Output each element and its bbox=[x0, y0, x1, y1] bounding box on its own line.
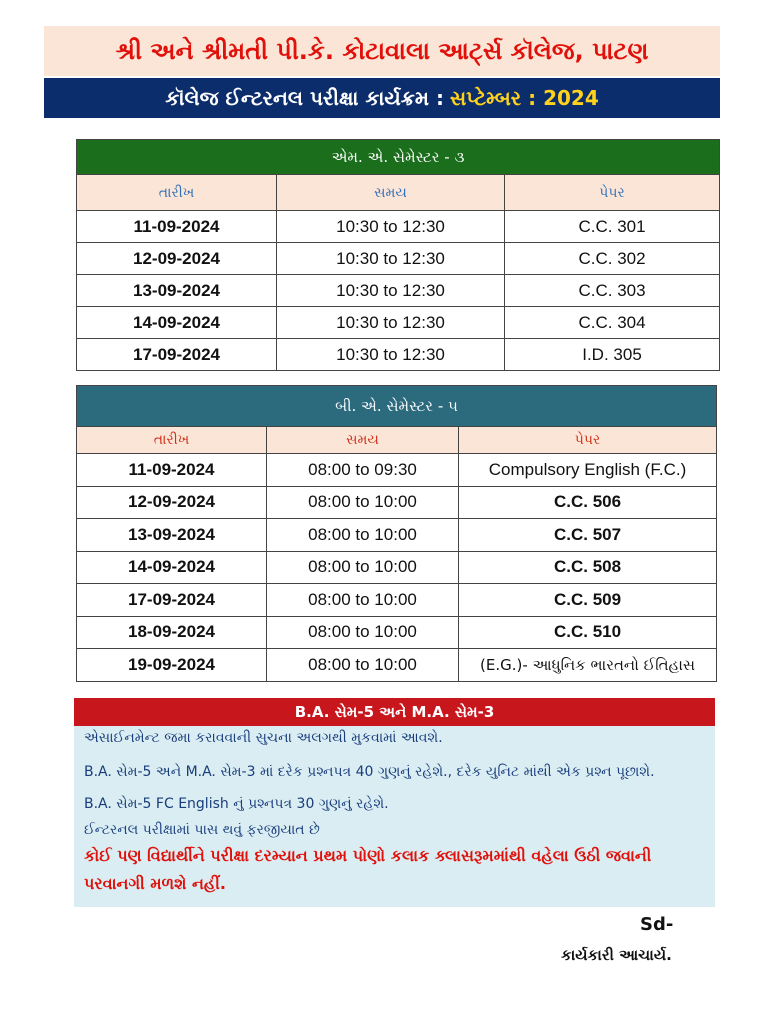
table-row bbox=[77, 211, 720, 243]
paper-cell: (E.G.)- આધુનિક ભારતનો ઈતિહાસ bbox=[459, 649, 717, 682]
notice-warning-line1: કોઈ પણ વિદ્યાર્થીને પરીક્ષા દરમ્યાન પ્રથમ પોણો કલાક ક્લાસરૂમમાંથી વહેલા ઉઠી જવાની bbox=[84, 846, 652, 865]
time-cell: 08:00 to 09:30 bbox=[267, 454, 459, 487]
notice-warning-line2: પરવાનગી મળશે નહીં. bbox=[84, 874, 226, 893]
date-cell: 14-09-2024 bbox=[77, 307, 277, 339]
date-cell: 13-09-2024 bbox=[77, 275, 277, 307]
time-cell: 08:00 to 10:00 bbox=[267, 486, 459, 519]
date-cell: 12-09-2024 bbox=[77, 486, 267, 519]
ba-col-paper: પેપર bbox=[459, 427, 717, 454]
table-row bbox=[77, 243, 720, 275]
date-cell: 12-09-2024 bbox=[77, 243, 277, 275]
signature-sd: Sd- bbox=[640, 914, 674, 935]
time-cell: 08:00 to 10:00 bbox=[267, 519, 459, 552]
table-row bbox=[77, 454, 717, 487]
table-row bbox=[77, 307, 720, 339]
subtitle-month: સપ્ટેમ્બર : 2024 bbox=[449, 86, 599, 110]
table-row bbox=[77, 616, 717, 649]
date-cell: 18-09-2024 bbox=[77, 616, 267, 649]
paper-cell: C.C. 510 bbox=[459, 616, 717, 649]
paper-cell: C.C. 509 bbox=[459, 584, 717, 617]
notice-heading: B.A. સેમ-5 અને M.A. સેમ-3 bbox=[74, 698, 715, 726]
ma-col-date: તારીખ bbox=[77, 175, 277, 211]
notice-line-assignment: એસાઈનમેન્ટ જમા કરાવવાની સુચના અલગથી મુકવામાં આવશે. bbox=[84, 730, 443, 746]
signature-role: કાર્યકારી આચાર્ય. bbox=[561, 946, 672, 964]
table-row bbox=[77, 551, 717, 584]
time-cell: 10:30 to 12:30 bbox=[277, 275, 505, 307]
time-cell: 08:00 to 10:00 bbox=[267, 551, 459, 584]
paper-cell: I.D. 305 bbox=[505, 339, 720, 371]
ba-semester-5-table bbox=[76, 385, 717, 682]
date-cell: 13-09-2024 bbox=[77, 519, 267, 552]
time-cell: 10:30 to 12:30 bbox=[277, 307, 505, 339]
ma-table-caption: એમ. એ. સેમેસ્ટર - ૩ bbox=[77, 140, 720, 175]
paper-cell: C.C. 303 bbox=[505, 275, 720, 307]
ba-table-caption: બી. એ. સેમેસ્ટર - ૫ bbox=[77, 386, 717, 427]
table-row bbox=[77, 584, 717, 617]
date-cell: 11-09-2024 bbox=[77, 454, 267, 487]
ma-col-time: સમય bbox=[277, 175, 505, 211]
date-cell: 19-09-2024 bbox=[77, 649, 267, 682]
notice-line-pass-mandatory: ઈન્ટરનલ પરીક્ષામાં પાસ થવું ફરજીયાત છે bbox=[84, 822, 320, 838]
time-cell: 08:00 to 10:00 bbox=[267, 584, 459, 617]
paper-cell: C.C. 507 bbox=[459, 519, 717, 552]
college-title: શ્રી અને શ્રીમતી પી.કે. કોટાવાલા આર્ટ્સ કૉલેજ, પાટણ bbox=[44, 26, 720, 76]
paper-cell: Compulsory English (F.C.) bbox=[459, 454, 717, 487]
time-cell: 08:00 to 10:00 bbox=[267, 616, 459, 649]
exam-schedule-subtitle bbox=[44, 78, 720, 118]
notice-box bbox=[74, 698, 715, 907]
ba-col-date: તારીખ bbox=[77, 427, 267, 454]
paper-cell: C.C. 301 bbox=[505, 211, 720, 243]
time-cell: 10:30 to 12:30 bbox=[277, 243, 505, 275]
ma-semester-3-table bbox=[76, 139, 720, 371]
date-cell: 17-09-2024 bbox=[77, 339, 277, 371]
date-cell: 14-09-2024 bbox=[77, 551, 267, 584]
paper-cell: C.C. 304 bbox=[505, 307, 720, 339]
table-row bbox=[77, 339, 720, 371]
subtitle-prefix: કૉલેજ ઈન્ટરનલ પરીક્ષા કાર્યક્રમ : bbox=[165, 86, 444, 110]
ma-col-paper: પેપર bbox=[505, 175, 720, 211]
paper-cell: C.C. 508 bbox=[459, 551, 717, 584]
table-row bbox=[77, 519, 717, 552]
date-cell: 17-09-2024 bbox=[77, 584, 267, 617]
table-row bbox=[77, 486, 717, 519]
time-cell: 10:30 to 12:30 bbox=[277, 211, 505, 243]
ba-col-time: સમય bbox=[267, 427, 459, 454]
table-row bbox=[77, 275, 720, 307]
paper-cell: C.C. 506 bbox=[459, 486, 717, 519]
time-cell: 08:00 to 10:00 bbox=[267, 649, 459, 682]
paper-cell: C.C. 302 bbox=[505, 243, 720, 275]
time-cell: 10:30 to 12:30 bbox=[277, 339, 505, 371]
table-row bbox=[77, 649, 717, 682]
notice-line-fc-english: B.A. સેમ-5 FC English નું પ્રશ્નપત્ર 30 ગુણનું રહેશે. bbox=[84, 796, 389, 812]
notice-line-marks: B.A. સેમ-5 અને M.A. સેમ-3 માં દરેક પ્રશ્નપત્ર 40 ગુણનું રહેશે., દરેક યુનિટ માંથી એક પ્રશ્ન પૂછાશે. bbox=[84, 764, 655, 780]
date-cell: 11-09-2024 bbox=[77, 211, 277, 243]
